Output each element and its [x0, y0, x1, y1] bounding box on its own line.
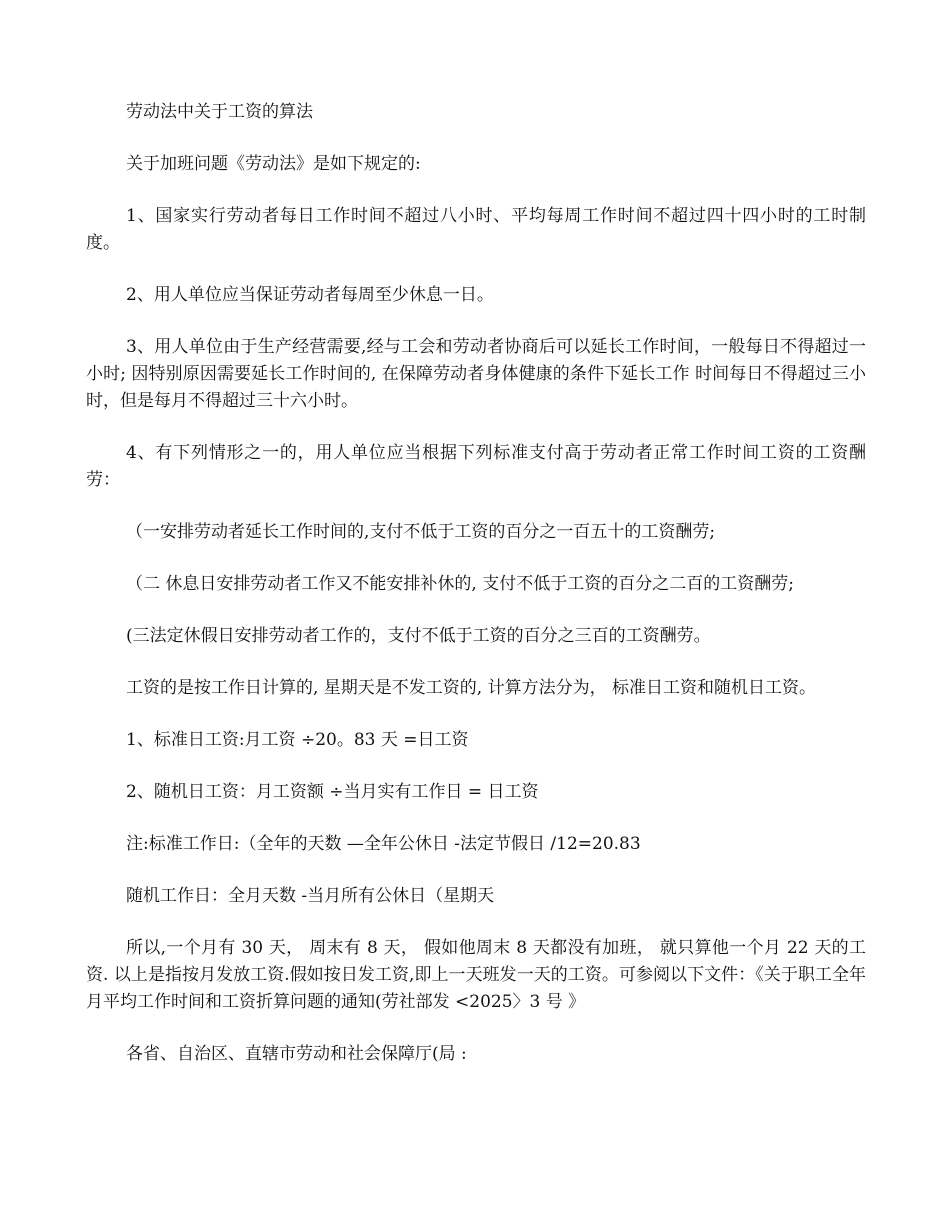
document-body — [86, 99, 866, 1068]
paragraph-rule-3: 3、用人单位由于生产经营需要,经与工会和劳动者协商后可以延长工作时间，一般每日不得超过一小时; 因特别原因需要延长工作时间的, 在保障劳动者身体健康的条件下延长工作 时间每日不得超过三小时，但是每月不得超过三十六小时。 — [86, 337, 866, 411]
paragraph-rule-1: 1、国家实行劳动者每日工作时间不超过八小时、平均每周工作时间不超过四十四小时的工时制度。 — [86, 206, 866, 253]
paragraph-intro: 关于加班问题《劳动法》是如下规定的: — [126, 154, 421, 174]
paragraph-clause-3: (三法定休假日安排劳动者工作的，支付不低于工资的百分之三百的工资酬劳。 — [126, 626, 711, 646]
paragraph-note-random: 随机工作日：全月天数 -当月所有公休日（星期天 — [126, 886, 495, 906]
paragraph-random-wage: 2、随机日工资：月工资额 ÷当月实有工作日 = 日工资 — [126, 782, 539, 802]
paragraph-clause-2: （二 休息日安排劳动者工作又不能安排补休的, 支付不低于工资的百分之二百的工资酬劳; — [126, 574, 794, 594]
paragraph-wage-calc: 工资的是按工作日计算的, 星期天是不发工资的, 计算方法分为， 标准日工资和随机日工资。 — [126, 678, 817, 698]
paragraph-standard-wage: 1、标准日工资:月工资 ÷20。83 天 =日工资 — [126, 730, 469, 750]
document-title: 劳动法中关于工资的算法 — [126, 102, 313, 122]
paragraph-addressee: 各省、自治区、直辖市劳动和社会保障厅(局 : — [126, 1044, 467, 1064]
paragraph-clause-1: （一安排劳动者延长工作时间的,支付不低于工资的百分之一百五十的工资酬劳; — [126, 522, 716, 542]
paragraph-rule-2: 2、用人单位应当保证劳动者每周至少休息一日。 — [126, 285, 494, 305]
paragraph-example: 所以,一个月有 30 天， 周末有 8 天， 假如他周末 8 天都没有加班， 就只算他一个月 22 天的工资. 以上是指按月发放工资.假如按日发工资,即上一天班发一天的工资。可参阅以下文件：《关于职工全年月平均工作时间和工资折算问题的通知(劳社部发 <2025〉3 号 》 — [86, 938, 866, 1012]
paragraph-note-standard: 注:标准工作日:（全年的天数 —全年公休日 -法定节假日 /12=20.83 — [126, 834, 641, 854]
paragraph-rule-4: 4、有下列情形之一的，用人单位应当根据下列标准支付高于劳动者正常工作时间工资的工资酬劳： — [86, 443, 866, 490]
